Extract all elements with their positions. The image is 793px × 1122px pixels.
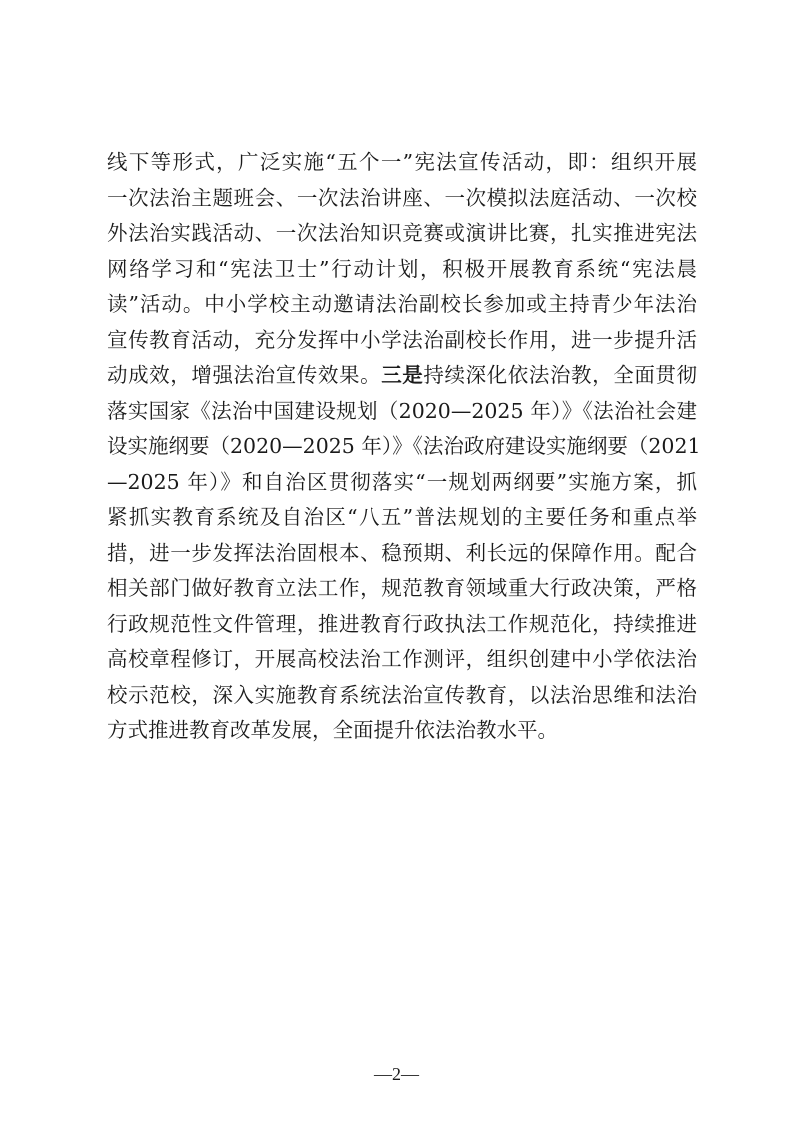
text-line: 线下等形式，广泛实施“五个一”宪法宣传活动，即：组织开展: [107, 150, 697, 174]
text-line: 校示范校，深入实施教育系统法治宣传教育，以法治思维和法治: [107, 682, 697, 707]
text-line: 宣传教育活动，充分发挥中小学法治副校长作用，进一步提升活: [107, 327, 697, 352]
page-number: —2—: [374, 1064, 419, 1084]
text-line: 高校章程修订，开展高校法治工作测评，组织创建中小学依法治: [107, 647, 697, 671]
text-line: 外法治实践活动、一次法治知识竞赛或演讲比赛，扎实推进宪法: [107, 221, 697, 245]
text-line: —2025 年）》和自治区贯彻落实“一规划两纲要”实施方案，抓: [107, 469, 697, 494]
text-segment: 持续深化依法治教，全面贯彻: [423, 363, 698, 387]
text-line: 读”活动。中小学校主动邀请法治副校长参加或主持青少年法治: [107, 292, 697, 316]
text-line: 网络学习和“宪法卫士”行动计划，积极开展教育系统“宪法晨: [107, 256, 697, 281]
text-line-with-heading: [107, 358, 697, 394]
text-segment: 动成效，增强法治宣传效果。: [107, 363, 382, 387]
text-line: 相关部门做好教育立法工作，规范教育领域重大行政决策，严格: [107, 576, 697, 600]
text-line: 一次法治主题班会、一次法治讲座、一次模拟法庭活动、一次校: [107, 185, 697, 210]
text-line: 落实国家《法治中国建设规划（2020—2025 年）》《法治社会建: [107, 398, 697, 423]
text-line: 措，进一步发挥法治固根本、稳预期、利长远的保障作用。配合: [107, 540, 697, 565]
text-line: 行政规范性文件管理，推进教育行政执法工作规范化，持续推进: [107, 611, 697, 636]
text-line: 紧抓实教育系统及自治区“八五”普法规划的主要任务和重点举: [107, 505, 697, 529]
body-paragraph: [107, 145, 701, 749]
text-line: 方式推进教育改革发展，全面提升依法治教水平。: [107, 718, 558, 742]
section-marker: 三是: [381, 363, 424, 387]
text-line: 设实施纲要（2020—2025 年）》《法治政府建设实施纲要（2021: [107, 434, 701, 458]
